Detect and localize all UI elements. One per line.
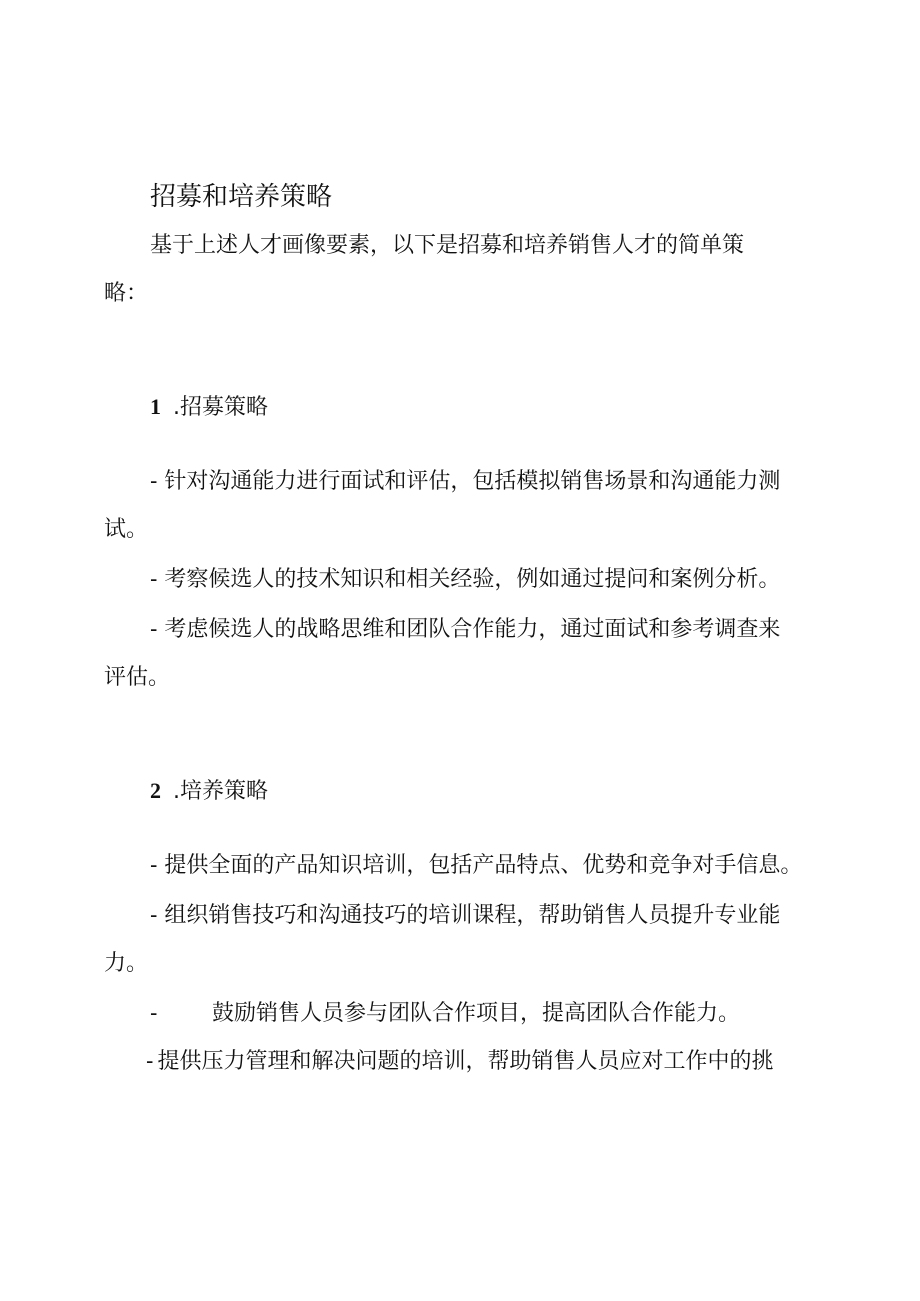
section-title: .招募策略 <box>173 395 268 420</box>
bullet-dash: - <box>150 469 158 494</box>
bullet-dash: - <box>150 853 158 878</box>
list-item <box>146 1036 773 1088</box>
document-title: 招募和培养策略 <box>150 182 333 212</box>
list-item <box>150 456 780 508</box>
bullet-dash: - <box>150 617 158 642</box>
list-item-text: 针对沟通能力进行面试和评估，包括模拟销售场景和沟通能力测 <box>157 469 781 494</box>
section-number: 2 <box>150 778 161 803</box>
list-item <box>150 554 780 606</box>
section-title: .培养策略 <box>173 779 268 804</box>
list-item-text: 组织销售技巧和沟通技巧的培训课程，帮助销售人员提升专业能 <box>157 903 781 928</box>
list-item-text: 提供全面的产品知识培训，包括产品特点、优势和竞争对手信息。 <box>157 853 803 878</box>
list-item-text: 考虑候选人的战略思维和团队合作能力，通过面试和参考调查来 <box>157 617 781 642</box>
list-item-text: 鼓励销售人员参与团队合作项目，提高团队合作能力。 <box>212 1001 741 1026</box>
list-item-continuation: 试。 <box>104 517 149 542</box>
list-item-text: 考察候选人的技术知识和相关经验，例如通过提问和案例分析。 <box>157 567 781 592</box>
list-item <box>150 988 740 1040</box>
list-item <box>150 840 802 892</box>
list-item-text: 提供压力管理和解决问题的培训，帮助销售人员应对工作中的挑 <box>157 1049 774 1074</box>
list-item <box>150 890 780 942</box>
bullet-dash: - <box>150 903 158 928</box>
list-item-continuation: 力。 <box>104 951 149 976</box>
section-number: 1 <box>150 394 161 419</box>
bullet-dash: - <box>146 1049 154 1074</box>
bullet-dash: - <box>150 567 158 592</box>
list-item-continuation: 评估。 <box>104 665 171 690</box>
section-heading-develop <box>150 774 268 805</box>
section-heading-recruit <box>150 390 268 421</box>
bullet-dash: - <box>150 1001 158 1026</box>
intro-line-1: 基于上述人才画像要素，以下是招募和培养销售人才的简单策 <box>150 233 745 258</box>
intro-line-2: 略： <box>104 281 149 306</box>
list-item <box>150 604 780 656</box>
